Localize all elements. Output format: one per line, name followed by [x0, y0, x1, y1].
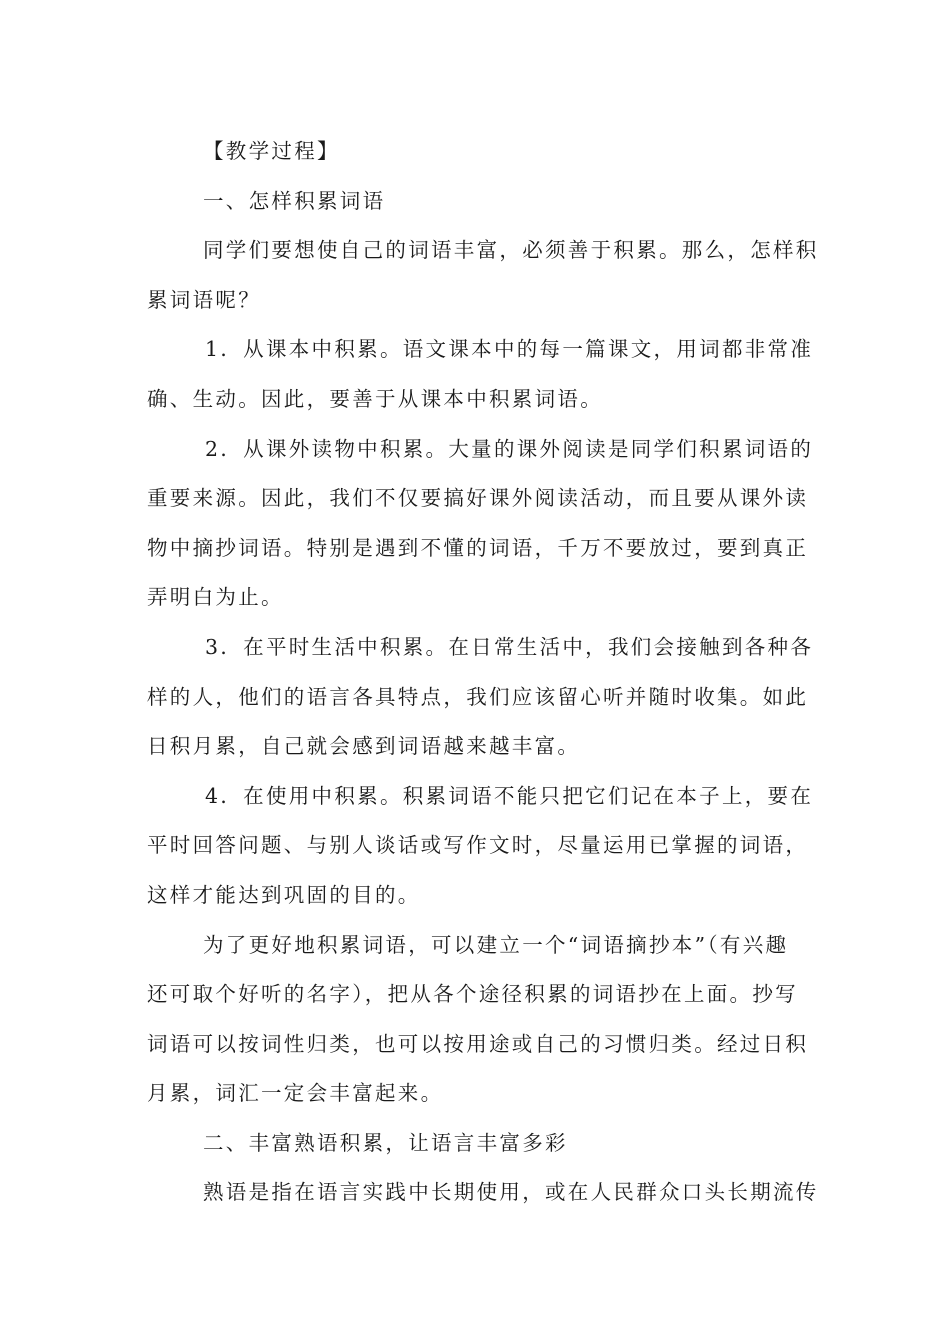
list-item-line: 2．从课外读物中积累。大量的课外阅读是同学们积累词语的 — [205, 436, 814, 461]
paragraph-line: 确、生动。因此，要善于从课本中积累词语。 — [147, 386, 603, 411]
paragraph-line: 还可取个好听的名字），把从各个途径积累的词语抄在上面。抄写 — [147, 982, 798, 1007]
paragraph-line: 累词语呢？ — [147, 287, 261, 312]
list-item-line: 3．在平时生活中积累。在日常生活中，我们会接触到各种各 — [205, 634, 814, 659]
paragraph-line: 月累，词汇一定会丰富起来。 — [147, 1081, 444, 1106]
subheading: 一、怎样积累词语 — [203, 188, 386, 213]
paragraph-line: 词语可以按词性归类，也可以按用途或自己的习惯归类。经过日积 — [147, 1031, 809, 1056]
paragraph-line: 同学们要想使自己的词语丰富，必须善于积累。那么，怎样积 — [203, 238, 819, 263]
paragraph-line: 这样才能达到巩固的目的。 — [147, 882, 421, 907]
paragraph-line: 弄明白为止。 — [147, 585, 284, 610]
paragraph-line: 平时回答问题、与别人谈话或写作文时，尽量运用已掌握的词语， — [147, 833, 809, 858]
paragraph-line: 样的人，他们的语言各具特点，我们应该留心听并随时收集。如此 — [147, 684, 809, 709]
paragraph-line: 为了更好地积累词语，可以建立一个“词语摘抄本”（有兴趣 — [203, 932, 789, 957]
paragraph-line: 日积月累，自己就会感到词语越来越丰富。 — [147, 734, 581, 759]
list-item-line: 1．从课本中积累。语文课本中的每一篇课文，用词都非常准 — [205, 337, 814, 362]
document-page — [147, 127, 819, 1218]
section-heading: 【教学过程】 — [203, 139, 340, 163]
paragraph-line: 物中摘抄词语。特别是遇到不懂的词语，千万不要放过，要到真正 — [147, 535, 809, 560]
paragraph-line: 熟语是指在语言实践中长期使用，或在人民群众口头长期流传 — [203, 1180, 819, 1205]
subheading: 二、丰富熟语积累，让语言丰富多彩 — [203, 1130, 568, 1155]
paragraph-line: 重要来源。因此，我们不仅要搞好课外阅读活动，而且要从课外读 — [147, 486, 809, 511]
list-item-line: 4．在使用中积累。积累词语不能只把它们记在本子上，要在 — [205, 783, 814, 808]
